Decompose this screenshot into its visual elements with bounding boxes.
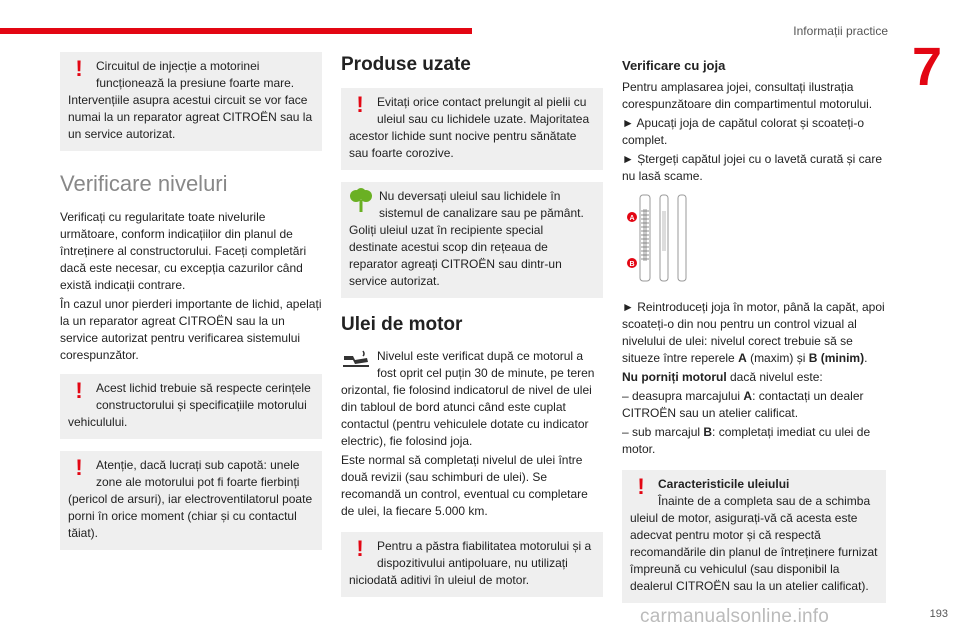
warning-box-injection <box>60 52 322 151</box>
oil-paragraph-1: Nivelul este verificat după ce motorul a fost oprit cel puțin 30 de minute, pe teren orizontal, fie folosind indicatorul de nivel de ulei din tabloul de bord atunci când este cuplat contactul (pentru vehiculele dotate cu indicator electric), fie folosind joja. <box>341 349 595 448</box>
marker-b-label: B <box>629 261 635 268</box>
oil-paragraph-2: Este normal să completați nivelul de ulei între două revizii (sau schimburi de ulei). Se recomandă un control, eventual cu completare de ulei, la fiecare 5.000 km. <box>341 453 588 518</box>
dipstick-step-3 <box>622 299 886 367</box>
warning-icon: ! <box>637 474 645 499</box>
dipstick-step-1: ► Apucați joja de capătul colorat și scoateți-o complet. <box>622 116 865 147</box>
dash2-marker: B <box>703 425 713 439</box>
warning-text: Atenție, dacă lucrați sub capotă: unele zone ale motorului pot fi foarte fierbinți (pericol de arsuri), iar electroventilatorul poate porni în orice moment (chiar și cu contactul tăiat). <box>68 458 313 540</box>
title-engine-oil: Ulei de motor <box>341 314 463 335</box>
warning-text: Circuitul de injecție a motorinei funcționează la presiune foarte mare. Intervențiile asupra acestui circuit se vor face numai la un reparator agreat CITROËN sau la un service autorizat. <box>68 59 313 141</box>
warning-box-oil-specs <box>622 470 886 603</box>
dash-line-2 <box>622 424 886 458</box>
step3-marker-a: A <box>738 351 747 365</box>
warning-text: Acest lichid trebuie să respecte cerințele constructorului și specificațiile motorului vehiculului. <box>68 381 311 429</box>
warning-box-skin-contact <box>341 88 603 170</box>
eco-text: Nu deversați uleiul sau lichidele în sistemul de canalizare sau pe pământ. Goliți uleiul uzat în recipiente special destinate acestui scop din rețeaua de reparator agreați CITROËN sau dintr-un service autorizat. <box>349 189 584 288</box>
title-dipstick-check: Verificare cu joja <box>622 58 726 73</box>
page-number: 193 <box>929 608 948 620</box>
column-1 <box>60 52 322 562</box>
warning-icon: ! <box>356 92 364 117</box>
dipstick-step-2: ► Ștergeți capătul jojei cu o lavetă curată și care nu lasă scame. <box>622 152 883 183</box>
step3-text-mid: (maxim) și <box>746 351 809 365</box>
dash1-marker: A <box>743 389 753 403</box>
dipstick-diagram <box>622 193 886 283</box>
no-start-rest: dacă nivelul este: <box>726 370 823 384</box>
step3-text: ► Reintroduceți joja în motor, până la capăt, apoi scoateți-o din nou pentru un control vizual al nivelului de ulei: nivelul corect trebuie să se situeze între reperele <box>622 300 885 365</box>
warning-box-hot-engine <box>60 451 322 550</box>
dipstick-illustration <box>622 193 886 283</box>
red-header-bar <box>0 28 472 34</box>
column-3 <box>622 52 886 615</box>
warning-icon: ! <box>75 56 83 81</box>
engine-oil-intro <box>341 348 603 450</box>
dash2-text: – sub marcajul <box>622 425 704 439</box>
eco-box-disposal <box>341 182 603 298</box>
warning-text: Pentru a păstra fiabilitatea motorului și a dispozitivului antipoluare, nu utilizați niciodată aditivi în uleiul de motor. <box>349 539 592 587</box>
oil-level-gauge-icon <box>341 348 371 368</box>
levels-paragraph-2: În cazul unor pierderi importante de lichid, apelați la un reparator agreat CITROËN sau la un service autorizat pentru verificarea sistemului corespunzător. <box>60 297 322 362</box>
step3-marker-b: B (minim) <box>808 351 865 365</box>
levels-paragraph-1: Verificați cu regularitate toate nivelurile următoare, conform indicațiilor din planul de întreținere al constructorului. Faceți completări dacă este necesar, cu excepția cazurilor când există indicații contrare. <box>60 210 307 292</box>
dash-line-1 <box>622 388 886 422</box>
warning-text: Evitați orice contact prelungit al pielii cu uleiul sau cu lichidele uzate. Majoritatea acestor lichide sunt nocive pentru sănătate sau foarte corozive. <box>349 95 590 160</box>
title-used-products: Produse uzate <box>341 54 471 75</box>
dash1-rest: : contactați un dealer CITROËN sau un atelier calificat. <box>622 389 864 420</box>
warning-icon: ! <box>356 536 364 561</box>
no-start-bold: Nu porniți motorul <box>622 370 727 384</box>
chapter-number: 7 <box>911 37 943 97</box>
no-start-line <box>622 369 886 386</box>
oil-specs-text: Înainte de a completa sau de a schimba uleiul de motor, asigurați-vă că acesta este adecvat pentru motor și că respectă recomandările din planul de întreținere furnizat împreună cu vehiculul (sau disponibil la dealerul CITROËN sau la un atelier calificat). <box>630 494 878 593</box>
column-2 <box>341 52 603 609</box>
marker-a-label: A <box>629 215 635 222</box>
warning-box-fluid <box>60 374 322 439</box>
watermark: carmanualsonline.info <box>640 606 830 627</box>
section-header-title: Informații practice <box>793 24 888 38</box>
warning-box-additives <box>341 532 603 597</box>
dipstick-paragraph-1: Pentru amplasarea jojei, consultați ilustrația corespunzătoare din compartimentul motorului. <box>622 80 873 111</box>
warning-icon: ! <box>75 455 83 480</box>
dash1-text: – deasupra marcajului <box>622 389 744 403</box>
oil-specs-title: Caracteristicile uleiului <box>658 477 790 491</box>
step3-text-end: . <box>864 351 868 365</box>
section-title-levels: Verificare niveluri <box>60 171 228 196</box>
warning-icon: ! <box>75 378 83 403</box>
eco-tree-icon <box>349 188 373 214</box>
dash2-rest: : completați imediat cu ulei de motor. <box>622 425 871 456</box>
